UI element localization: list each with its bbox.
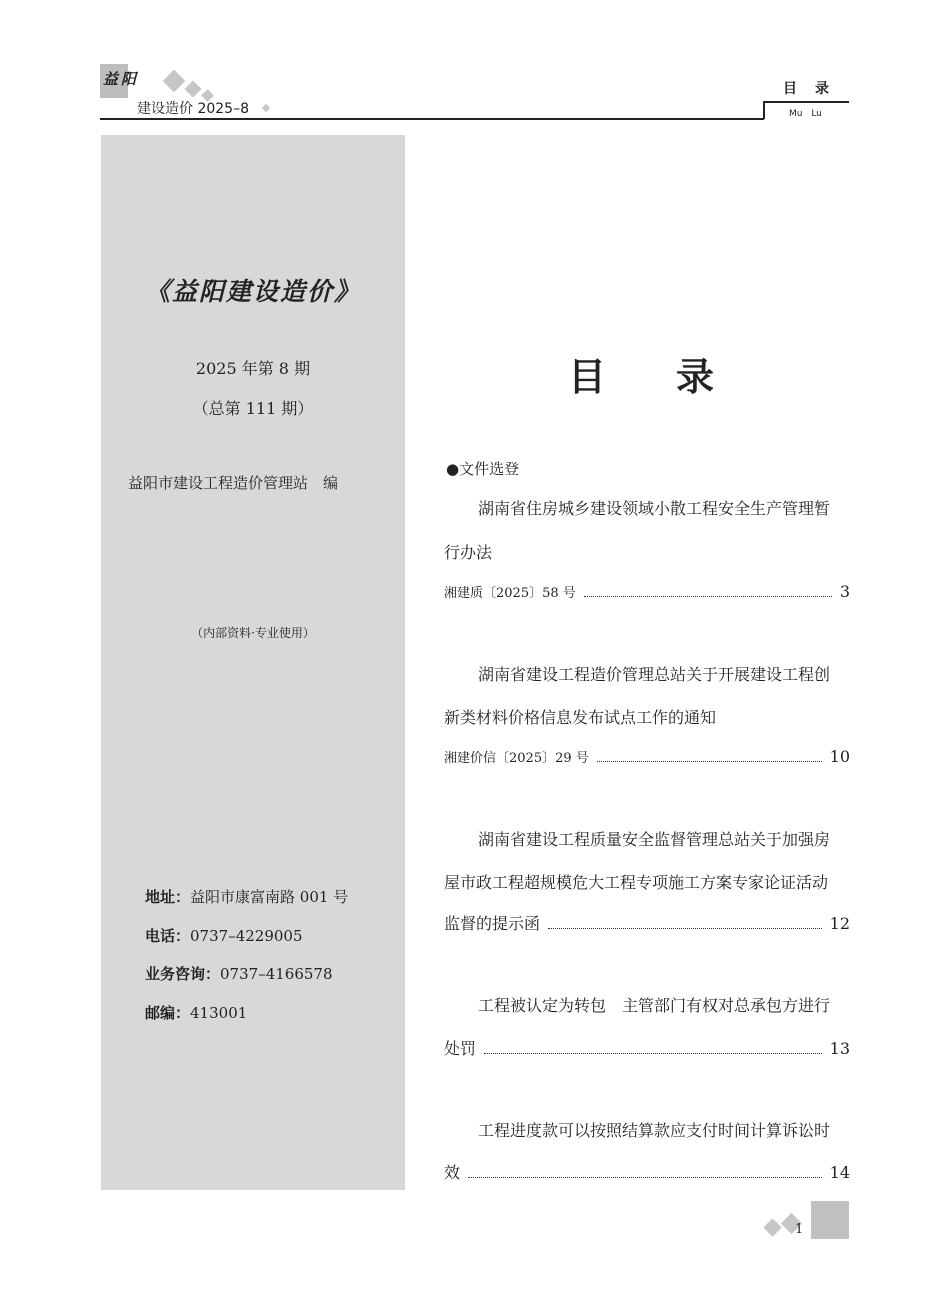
toc-entry-title-tail: 处罚 [444,1039,477,1058]
footer-page-box [811,1201,849,1239]
toc-entry-title-line: 新类材料价格信息发布试点工作的通知 [444,708,717,727]
toc-entry-title-line: 工程进度款可以按照结算款应支付时间计算诉讼时 [478,1121,831,1140]
total-issue-number: （总第 111 期） [192,399,314,418]
toc-entry-title-tail: 效 [444,1163,461,1182]
toc-section-heading: ●文件选登 [446,460,520,478]
toc-entry-leader-line[interactable] [444,747,850,766]
consult-value: 0737–4166578 [220,965,333,983]
header-section-title: 目录 [783,81,847,97]
dot-leader [468,1177,822,1178]
contact-postcode [145,1002,247,1023]
dot-leader [484,1053,822,1054]
toc-entry-title-line: 湖南省建设工程质量安全监督管理总站关于加强房 [478,830,831,849]
toc-entry-page: 3 [839,582,850,601]
dot-leader [548,928,822,929]
address-label: 地址： [145,888,191,906]
postcode-label: 邮编： [145,1004,191,1022]
toc-entry-leader-line[interactable] [444,1160,850,1183]
toc-entry-page: 10 [829,747,850,766]
consult-label: 业务咨询： [145,965,221,983]
toc-title: 目录 [568,355,785,399]
toc-entry-leader-line[interactable] [444,911,850,934]
contact-consult [145,963,333,984]
toc-entry-leader-line[interactable] [444,1036,850,1059]
header-deco-diamond [163,70,186,93]
header-deco-diamond [185,81,202,98]
toc-entry-page: 12 [829,914,850,933]
page-number: 1 [795,1222,804,1237]
contact-phone [145,925,303,946]
header-deco-dot [262,104,270,112]
toc-entry-title-line: 屋市政工程超规模危大工程专项施工方案专家论证活动 [444,873,829,892]
magazine-title: 《益阳建设造价》 [144,277,361,306]
header-logo-text: 益阳 [103,70,140,88]
toc-entry-page: 13 [829,1039,850,1058]
issue-number: 2025 年第 8 期 [195,359,311,378]
header-rule-right [763,101,849,103]
contact-address [145,886,348,907]
toc-entry-title-line: 行办法 [444,543,493,562]
toc-entry-leader-line[interactable] [444,582,850,601]
header-section-pinyin: Mu Lu [789,109,822,119]
toc-entry-doc-number: 湘建价信〔2025〕29 号 [444,751,589,766]
dot-leader [584,596,832,597]
toc-entry-title-line: 湖南省建设工程造价管理总站关于开展建设工程创 [478,665,831,684]
footer-deco-diamond [763,1218,781,1236]
phone-label: 电话： [145,927,191,945]
dot-leader [597,761,822,762]
address-value: 益阳市康富南路 001 号 [190,888,349,906]
postcode-value: 413001 [190,1004,248,1022]
toc-entry-doc-number: 湘建质〔2025〕58 号 [444,586,576,601]
toc-entry-title-tail: 监督的提示函 [444,914,541,933]
header-rule [100,118,764,120]
editor-line: 益阳市建设工程造价管理站 编 [128,474,339,492]
phone-value: 0737–4229005 [190,927,303,945]
internal-note: （内部资料·专业使用） [191,626,315,640]
toc-entry-title-line: 工程被认定为转包 主管部门有权对总承包方进行 [478,996,831,1015]
header-rule-step [763,101,765,119]
header-subtitle: 建设造价 2025–8 [137,101,249,117]
toc-entry-title-line: 湖南省住房城乡建设领域小散工程安全生产管理暂 [478,499,831,518]
toc-entry-page: 14 [829,1163,850,1182]
